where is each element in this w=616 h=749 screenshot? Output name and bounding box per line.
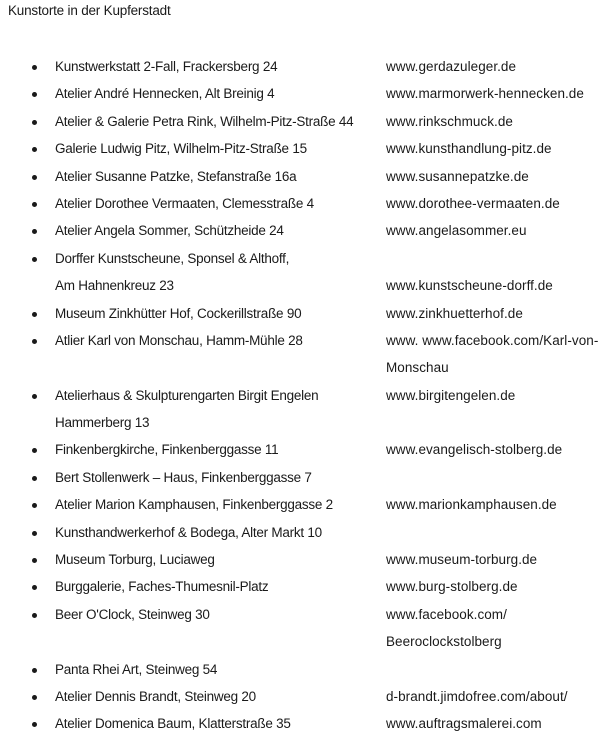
bullet-icon [32,339,37,344]
location-url[interactable]: www.burg-stolberg.de [386,579,518,595]
bullet-icon [32,175,37,180]
location-url[interactable]: www.auftragsmalerei.com [386,716,542,732]
bullet-icon [32,558,37,563]
bullet-icon [32,65,37,70]
list-item [0,112,616,139]
location-name: Atlier Karl von Monschau, Hamm-Mühle 28 [55,332,303,348]
list-item [0,605,616,632]
list-item [0,660,616,687]
list-item [0,249,616,276]
bullet-icon [32,448,37,453]
list-item [0,57,616,84]
location-url[interactable]: www.museum-torburg.de [386,552,538,568]
list-item [0,495,616,522]
location-url[interactable]: www.susannepatzke.de [386,168,529,184]
location-name-continued: Hammerberg 13 [55,415,150,431]
location-name: Burggalerie, Faches-Thumesnil-Platz [55,579,269,595]
list-item [0,304,616,331]
list-item-continuation [0,276,616,303]
list-item [0,577,616,604]
list-item [0,331,616,358]
location-url-continued[interactable]: www.kunstscheune-dorff.de [386,278,553,294]
location-name: Atelier André Hennecken, Alt Breinig 4 [55,86,275,102]
bullet-icon [32,394,37,399]
bullet-icon [32,668,37,673]
location-name: Atelier Dorothee Vermaaten, Clemesstraße 4 [55,195,314,211]
bullet-icon [32,476,37,481]
location-name: Atelier Marion Kamphausen, Finkenberggasse 2 [55,497,333,513]
bullet-icon [32,503,37,508]
bullet-icon [32,695,37,700]
location-url[interactable]: www.birgitengelen.de [386,387,516,403]
location-url[interactable]: www.zinkhuetterhof.de [386,305,523,321]
location-name: Atelier Domenica Baum, Klatterstraße 35 [55,716,291,732]
location-url[interactable]: www.marmorwerk-hennecken.de [386,86,584,102]
location-name: Atelier & Galerie Petra Rink, Wilhelm-Pitz-Straße 44 [55,113,354,129]
location-name: Bert Stollenwerk – Haus, Finkenberggasse 7 [55,469,312,485]
list-item-continuation [0,413,616,440]
bullet-icon [32,722,37,727]
list-item [0,194,616,221]
document-title: Kunstorte in der Kupferstadt [8,3,171,18]
bullet-icon [32,229,37,234]
location-name: Kunsthandwerkerhof & Bodega, Alter Markt 10 [55,524,322,540]
bullet-icon [32,92,37,97]
list-item [0,523,616,550]
bullet-icon [32,257,37,262]
location-url-continued[interactable]: Monschau [386,360,449,376]
list-item [0,687,616,714]
bullet-icon [32,312,37,317]
list-item [0,440,616,467]
location-name: Atelier Angela Sommer, Schützheide 24 [55,223,284,239]
location-url-continued[interactable]: Beeroclockstolberg [386,634,502,650]
location-url[interactable]: www. www.facebook.com/Karl-von- [386,332,599,348]
list-item-continuation [0,358,616,385]
location-name: Finkenbergkirche, Finkenberggasse 11 [55,442,279,458]
location-name: Atelier Susanne Patzke, Stefanstraße 16a [55,168,297,184]
location-url[interactable]: d-brandt.jimdofree.com/about/ [386,688,568,704]
location-url[interactable]: www.marionkamphausen.de [386,497,557,513]
location-name: Museum Torburg, Luciaweg [55,552,215,568]
location-name: Kunstwerkstatt 2-Fall, Frackersberg 24 [55,59,278,74]
bullet-icon [32,613,37,618]
list-item [0,139,616,166]
bullet-icon [32,202,37,207]
list-item [0,550,616,577]
location-url[interactable]: www.gerdazuleger.de [386,59,517,74]
bullet-icon [32,147,37,152]
list-item [0,167,616,194]
location-url[interactable]: www.kunsthandlung-pitz.de [386,141,552,157]
location-url[interactable]: www.angelasommer.eu [386,223,527,239]
location-name: Atelierhaus & Skulpturengarten Birgit Engelen [55,387,319,403]
location-name-continued: Am Hahnenkreuz 23 [55,278,174,294]
bullet-icon [32,120,37,125]
list-item [0,468,616,495]
list-item [0,221,616,248]
location-url[interactable]: www.dorothee-vermaaten.de [386,195,560,211]
location-name: Beer O'Clock, Steinweg 30 [55,606,210,622]
location-name: Dorffer Kunstscheune, Sponsel & Althoff, [55,250,290,266]
bullet-icon [32,585,37,590]
bullet-icon [32,531,37,536]
location-name: Galerie Ludwig Pitz, Wilhelm-Pitz-Straße 15 [55,141,307,157]
location-url[interactable]: www.evangelisch-stolberg.de [386,442,563,458]
location-name: Museum Zinkhütter Hof, Cockerillstraße 90 [55,305,302,321]
location-name: Atelier Dennis Brandt, Steinweg 20 [55,688,256,704]
location-name: Panta Rhei Art, Steinweg 54 [55,661,218,677]
list-item [0,714,616,741]
location-url[interactable]: www.rinkschmuck.de [386,113,513,129]
list-item-continuation [0,632,616,659]
list-item [0,84,616,111]
list-item [0,386,616,413]
art-locations-list [0,57,616,742]
location-url[interactable]: www.facebook.com/ [386,606,507,622]
